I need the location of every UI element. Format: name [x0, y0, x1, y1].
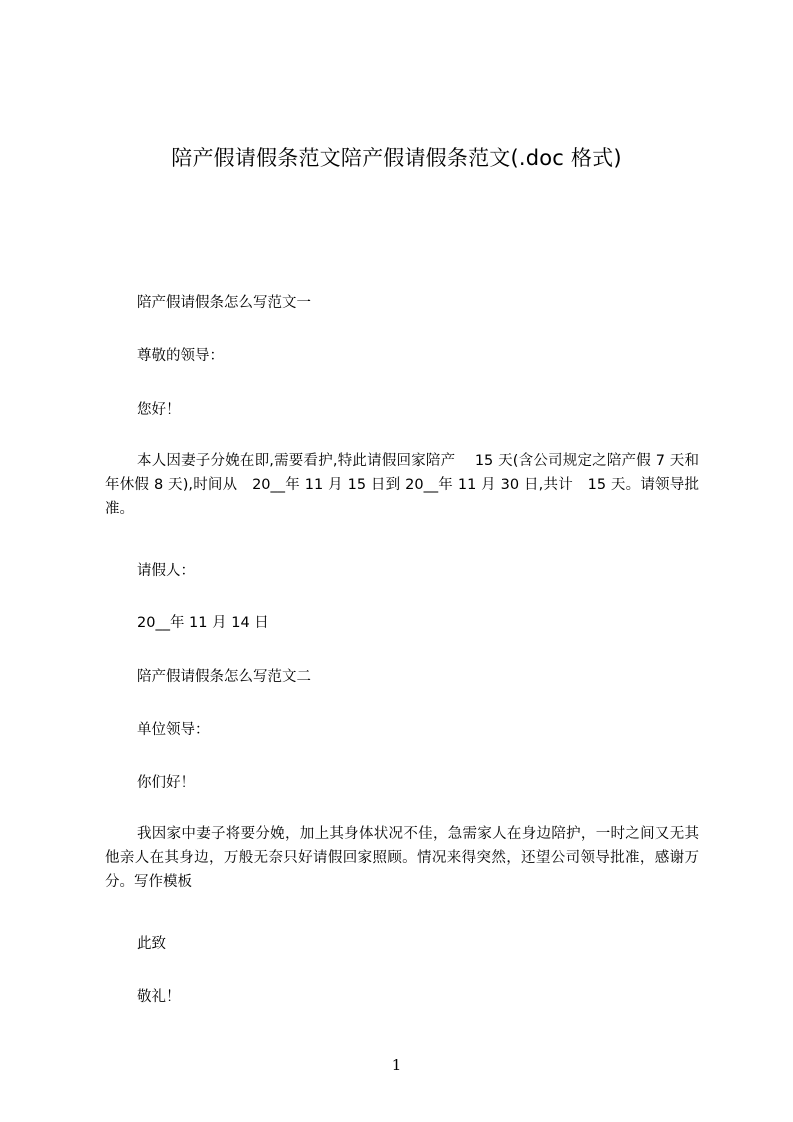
section1-body: 本人因妻子分娩在即,需要看护,特此请假回家陪产 15 天(含公司规定之陪产假 7 天和年休假 8 天),时间从 20__年 11 月 15 日到 20__年 11 月 30 日,共计 15 天。请领导批准。: [105, 453, 699, 517]
section2-heading: 陪产假请假条怎么写范文二: [137, 669, 311, 685]
section1-greeting: 您好！: [137, 402, 181, 418]
section2-closing-2: 敬礼！: [137, 989, 181, 1005]
section2-greeting: 你们好！: [137, 775, 195, 791]
section1-heading: 陪产假请假条怎么写范文一: [137, 295, 311, 311]
document-title: 陪产假请假条范文陪产假请假条范文(.doc 格式): [171, 146, 622, 170]
section1-date: 20__年 11 月 14 日: [137, 615, 269, 631]
section1-salutation: 尊敬的领导：: [137, 348, 224, 364]
section2-closing-1: 此致: [137, 936, 166, 952]
page-number: 1: [391, 1056, 402, 1074]
section2-body: 我因家中妻子将要分娩，加上其身体状况不佳，急需家人在身边陪护，一时之间又无其他亲人在其身边，万般无奈只好请假回家照顾。情况来得突然，还望公司领导批准，感谢万分。写作模板: [105, 826, 699, 890]
section2-salutation: 单位领导：: [137, 722, 210, 738]
section1-signer: 请假人：: [137, 563, 195, 579]
